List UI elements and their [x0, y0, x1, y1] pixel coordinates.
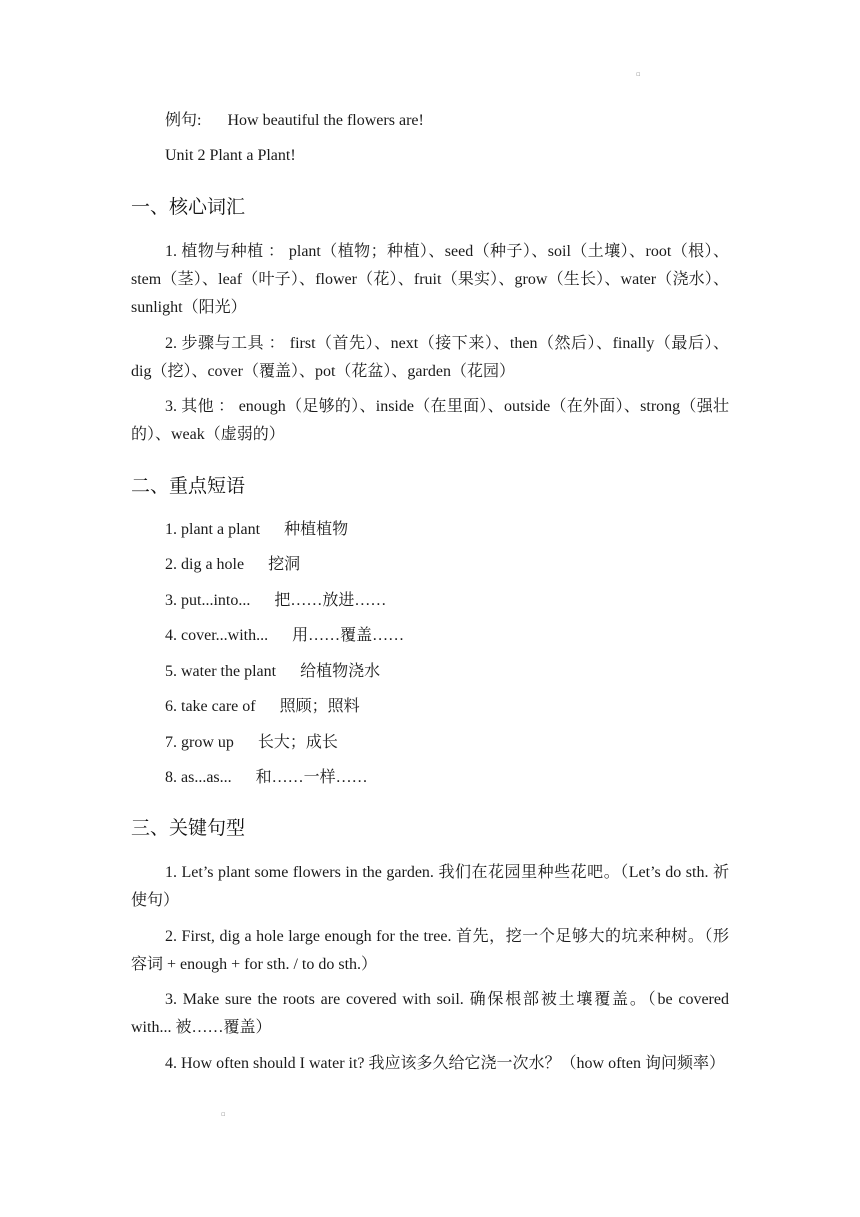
section-heading-sentences: 三、关键句型	[131, 817, 246, 839]
phrase-zh: 种植植物	[284, 521, 349, 538]
phrase-en: 8. as...as...	[165, 769, 232, 786]
vocab-item: 3. 其他 ： enough（足够的）、inside（在里面）、outside（在外面）、strong（强壮的）、weak（虚弱的）	[131, 398, 729, 443]
phrase-zh: 挖洞	[268, 556, 301, 573]
phrase-item	[165, 768, 368, 788]
phrase-item	[165, 626, 404, 646]
section-heading-vocab: 一、核心词汇	[131, 196, 246, 218]
phrase-en: 2. dig a hole	[165, 556, 245, 573]
phrase-zh: 照顾；照料	[279, 698, 360, 715]
phrase-zh: 长大；成长	[257, 734, 338, 751]
page-mark-top: ▫	[636, 70, 641, 78]
example-line	[165, 111, 424, 131]
example-sentence: How beautiful the flowers are!	[227, 112, 424, 129]
phrase-zh: 把……放进……	[274, 592, 387, 609]
phrase-en: 1. plant a plant	[165, 521, 261, 538]
phrase-en: 7. grow up	[165, 734, 234, 751]
phrase-en: 6. take care of	[165, 698, 256, 715]
section-heading-phrases: 二、重点短语	[131, 475, 246, 497]
sentence-item: 2. First, dig a hole large enough for the tree. 首先，挖一个足够大的坑来种树。（形容词 + enough + for sth. / to do sth.）	[131, 928, 729, 973]
phrase-en: 3. put...into...	[165, 592, 251, 609]
vocab-item: 1. 植物与种植 ： plant（植物；种植）、seed（种子）、soil（土壤）、root（根）、stem（茎）、leaf（叶子）、flower（花）、fruit（果实）、grow（生长）、water（浇水）、sunlight（阳光）	[131, 243, 729, 316]
phrase-item	[165, 662, 380, 682]
sentence-item: 4. How often should I water it? 我应该多久给它浇一次水？（how often 询问频率）	[165, 1055, 725, 1072]
unit-title: Unit 2 Plant a Plant!	[165, 147, 296, 164]
phrase-zh: 给植物浇水	[300, 663, 381, 680]
example-label: 例句:	[165, 112, 202, 129]
phrase-en: 4. cover...with...	[165, 627, 269, 644]
sentence-item: 3. Make sure the roots are covered with soil. 确保根部被土壤覆盖。（be covered with... 被……覆盖）	[131, 991, 729, 1036]
phrase-en: 5. water the plant	[165, 663, 277, 680]
phrase-item	[165, 733, 338, 753]
phrase-zh: 和……一样……	[255, 769, 368, 786]
sentence-item: 1. Let’s plant some flowers in the garden. 我们在花园里种些花吧。（Let’s do sth. 祈使句）	[131, 864, 729, 909]
phrase-item	[165, 591, 386, 611]
phrase-item	[165, 520, 348, 540]
phrase-item	[165, 697, 360, 717]
phrase-zh: 用……覆盖……	[292, 627, 405, 644]
vocab-item: 2. 步骤与工具 ： first（首先）、next（接下来）、then（然后）、finally（最后）、dig（挖）、cover（覆盖）、pot（花盆）、garden（花园）	[131, 335, 729, 380]
phrase-item	[165, 555, 300, 575]
page-mark-bottom: ▫	[221, 1110, 226, 1118]
